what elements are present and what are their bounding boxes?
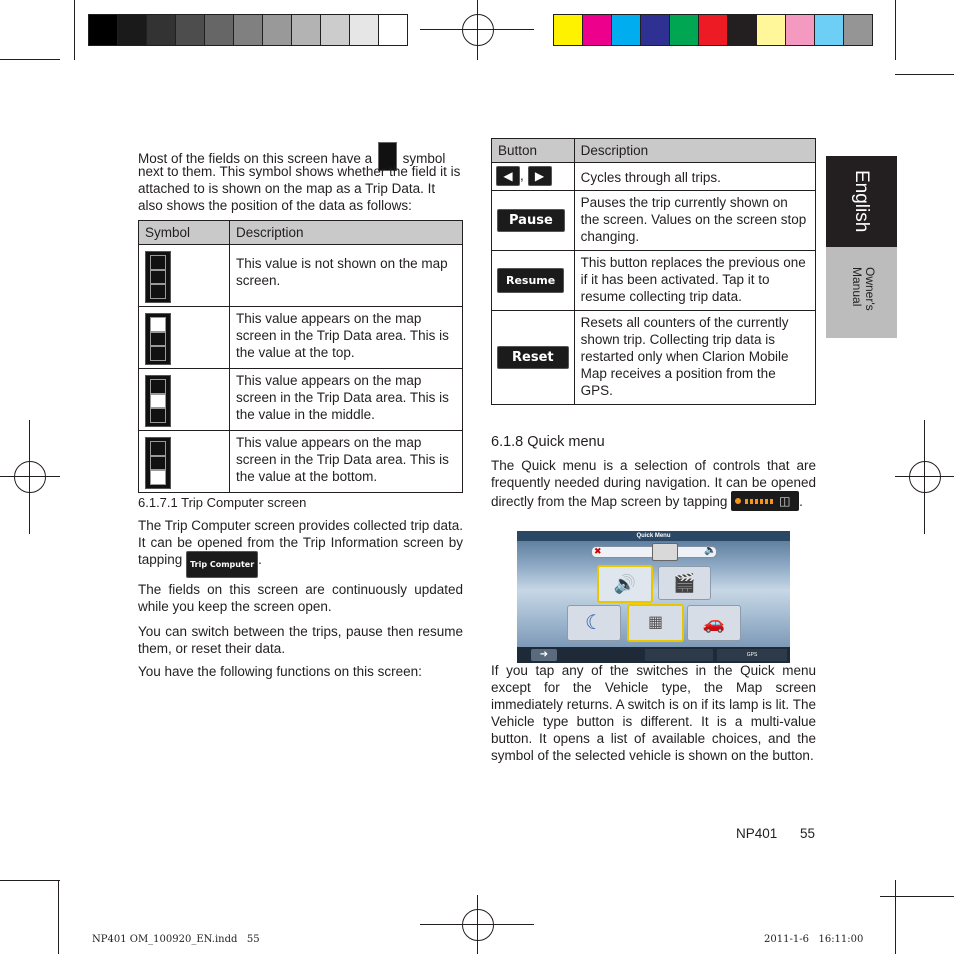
registration-mark [909,461,941,493]
page-number: 55 [800,826,816,841]
registration-mark [14,461,46,493]
pause-button: Pause [497,209,565,232]
color-swatch [118,15,147,45]
table-row [492,163,816,191]
quick-menu-paragraph: The Quick menu is a selection of controls that are frequently needed during navigation. It can be opened directly from the Map screen by tapping ◫ . [491,458,816,509]
print-slug-file: NP401 OM_100920_EN.indd 55 [92,934,260,945]
color-swatch [205,15,234,45]
quick-menu-description: If you tap any of the switches in the Quick menu except for the Vehicle type, the Map screen immediately returns. A switch is on if its lamp is lit. The Vehicle type button is different. It is a multi-value button. It opens a list of available choices, and the symbol of the selected vehicle is shown on the button. [491,663,816,763]
symbol-top-icon [145,313,171,365]
registration-mark [477,895,478,954]
color-swatch [234,15,263,45]
symbol-table-header: Description [230,221,463,245]
table-row [492,251,816,311]
color-swatch [641,15,670,45]
paragraph: You can switch between the trips, pause then resume them, or reset their data. [138,624,463,656]
color-swatch [176,15,205,45]
button-table [491,138,816,405]
sound-toggle-icon: 🔊 [597,565,653,603]
registration-mark [477,0,478,60]
color-swatch [786,15,815,45]
color-swatch [292,15,321,45]
section-heading: 6.1.7.1 Trip Computer screen [138,495,307,510]
model-name: NP401 [736,826,778,841]
table-row [139,431,463,493]
table-row [492,191,816,251]
manual-label: Owner's Manual [850,267,877,311]
signal-bars-icon [745,499,773,504]
language-tab [826,156,897,247]
crop-mark [895,880,896,954]
speaker-icon: 🔈 [704,545,717,556]
registration-mark [29,420,30,534]
arrow-right-icon: ▶ [528,166,552,186]
symbol-desc: This value appears on the map screen in the Trip Data area. This is the value at the bottom. [230,431,463,493]
crop-mark [895,74,954,75]
paragraph-text: The Trip Computer screen provides collected trip data. It can be opened from the Trip Information screen by tapping [138,518,463,567]
color-swatch [263,15,292,45]
color-swatch [699,15,728,45]
crop-mark [0,880,60,881]
table-row [139,307,463,369]
paragraph: The fields on this screen are continuously updated while you keep the screen open. [138,582,463,614]
status-area [645,649,713,661]
intro-text-a: Most of the fields on this screen have a [138,151,373,166]
crop-mark [895,0,896,60]
symbol-middle-icon [145,375,171,427]
intro-paragraph-rest: next to them. This symbol shows whether the field it is attached to is shown on the map as a Trip Data. It also shows the position of the data as follows: [138,164,461,213]
crop-mark [880,896,954,897]
trip-computer-paragraph: The Trip Computer screen provides collected trip data. It can be opened from the Trip Information screen by tapping Trip Computer . [138,517,463,578]
reset-button: Reset [497,346,569,369]
paragraph: You have the following functions on this screen: [138,664,422,679]
crop-mark [58,880,59,954]
color-swatch [350,15,379,45]
symbol-desc: This value appears on the map screen in the Trip Data area. This is the value at the top. [230,307,463,369]
button-desc: Resets all counters of the currently shown trip. Collecting trip data is restarted only when Clarion Mobile Map receives a position from the GPS. [574,311,815,405]
registration-mark [0,476,60,477]
color-swatch [321,15,350,45]
print-slug-date: 2011-1-6 16:11:00 [764,934,864,945]
quick-menu-screenshot [517,531,790,663]
symbol-bottom-icon [145,437,171,489]
registration-mark [924,420,925,534]
language-label: English [851,170,872,233]
resume-button: Resume [497,268,564,293]
color-swatch [379,15,407,45]
back-arrow-icon: ➜ [531,649,557,661]
table-row [492,311,816,405]
buildings-icon: ▦ [627,604,684,642]
color-swatch [89,15,118,45]
color-swatch [612,15,641,45]
color-swatch [728,15,757,45]
color-swatch [844,15,872,45]
paragraph-text: The Quick menu is a selection of controls that are frequently needed during navigation. It can be opened directly from the Map screen by tapping [491,458,816,509]
intro-text-b: symbol [402,151,446,166]
vehicle-type-icon: 🚗 [687,605,741,641]
color-swatch [815,15,844,45]
table-row [139,369,463,431]
symbol-table [138,220,463,493]
symbol-desc: This value is not shown on the map screen. [230,245,463,307]
mute-icon: ✖ [594,546,602,556]
gps-status: GPS [717,649,787,661]
button-table-header: Description [574,139,815,163]
car-icon: ◫ [779,494,791,508]
registration-mark [462,909,494,941]
quick-menu-heading: 6.1.8 Quick menu [491,434,605,450]
lamp-icon [735,498,741,504]
quick-menu-title: Quick Menu [636,533,671,539]
volume-slider-handle [652,543,678,561]
symbol-desc: This value appears on the map screen in the Trip Data area. This is the value in the middle. [230,369,463,431]
symbol-table-header: Symbol [139,221,230,245]
registration-mark [462,14,494,46]
manual-tab [826,247,897,338]
color-swatch [554,15,583,45]
button-desc: This button replaces the previous one if it has been activated. Tap it to resume collecting trip data. [574,251,815,311]
color-swatch [757,15,786,45]
symbol-hidden-icon [145,251,171,303]
button-desc: Cycles through all trips. [574,163,815,191]
comma: , [520,168,524,183]
crop-mark [74,0,75,60]
quick-menu-button-icon [731,491,799,511]
button-table-header: Button [492,139,575,163]
arrow-left-icon: ◀ [496,166,520,186]
button-desc: Pauses the trip currently shown on the screen. Values on the screen stop changing. [574,191,815,251]
crop-mark [0,59,60,60]
video-icon: 🎬 [658,566,711,600]
gray-swatch-bar [88,14,408,46]
color-swatch [670,15,699,45]
color-swatch-bar [553,14,873,46]
trip-computer-button: Trip Computer [186,551,258,578]
color-swatch [147,15,176,45]
table-row [139,245,463,307]
color-swatch [583,15,612,45]
night-mode-icon: ☾ [567,605,621,641]
